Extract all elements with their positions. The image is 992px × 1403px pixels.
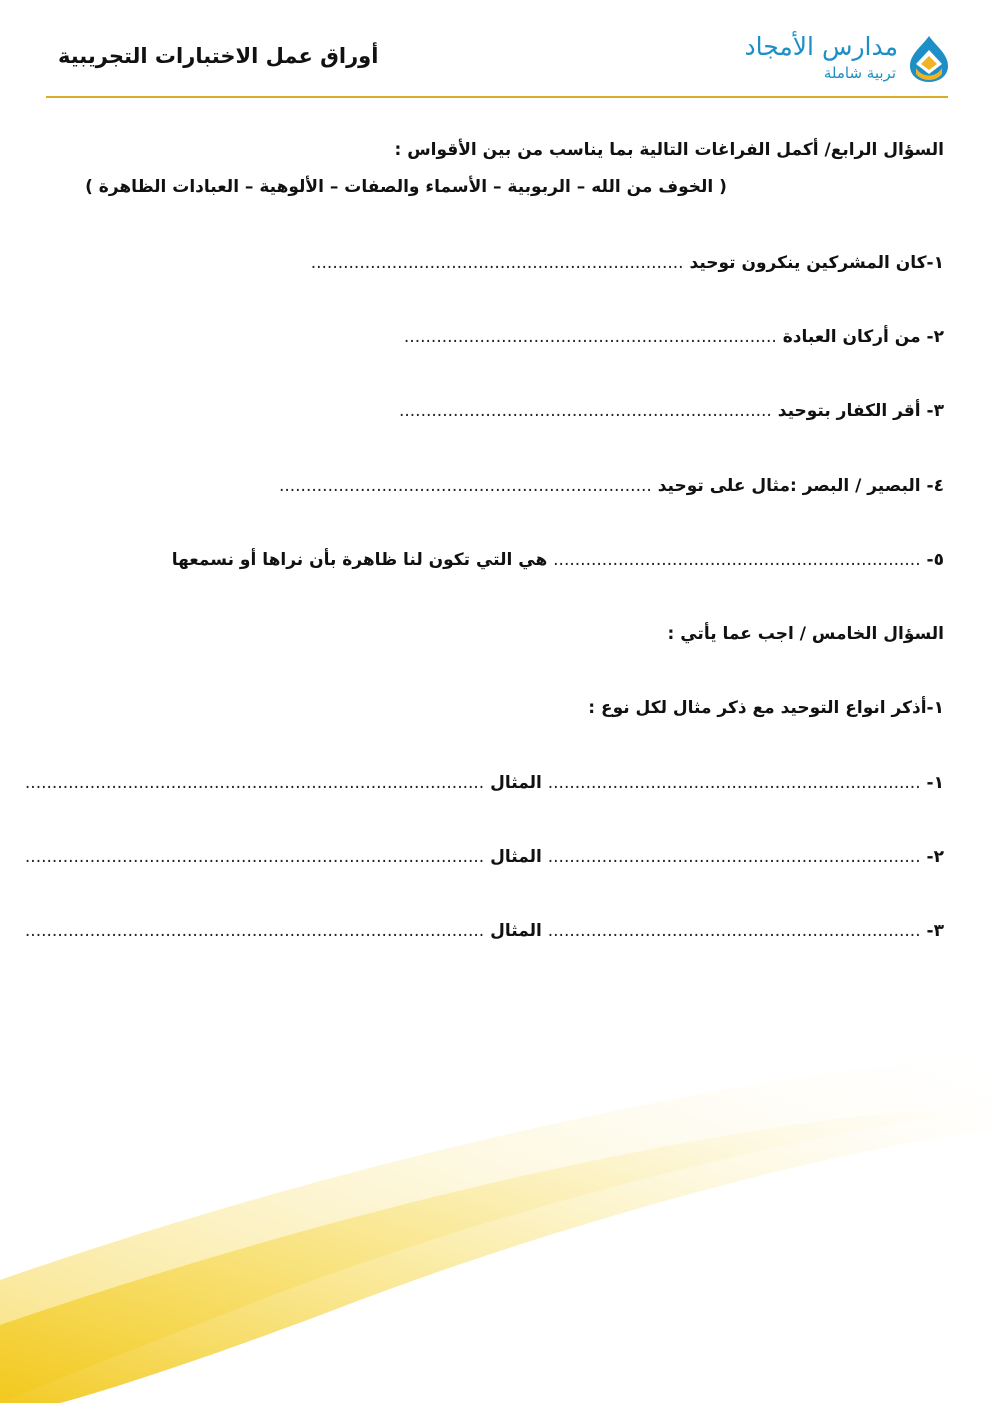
question-4-title: السؤال الرابع/ أكمل الفراغات التالية بما يناسب من بين الأقواس : [394,140,944,160]
type-blank[interactable]: ..................................................................... [547,921,921,941]
answer-blank[interactable]: .................................................................... [553,550,921,570]
type-blank[interactable]: ..................................................................... [547,773,921,793]
row-number: ١- [926,773,944,793]
question-5-sub-1: ١-أذكر انواع التوحيد مع ذكر مثال لكل نوع : [588,698,944,718]
row-number: ٣- [926,921,944,941]
item-text: ٣- أقر الكفار بتوحيد [777,401,944,421]
question-4-item-3 [399,401,944,421]
example-blank[interactable]: ..................................................................................... [24,847,485,867]
example-label: المثال [490,773,542,793]
answer-blank[interactable]: ..................................................................... [403,327,777,347]
header-divider [46,96,948,98]
item-text: ٢- من أركان العبادة [782,327,944,347]
page-title: أوراق عمل الاختبارات التجريبية [58,44,379,68]
item-number: ٥- [926,550,944,570]
question-4-item-4 [279,476,944,496]
answer-blank[interactable]: ..................................................................... [278,476,652,496]
item-text: ١-كان المشركين ينكرون توحيد [689,253,944,273]
example-label: المثال [490,847,542,867]
type-blank[interactable]: ..................................................................... [547,847,921,867]
type-example-row-1 [25,773,944,793]
example-blank[interactable]: ..................................................................................... [24,773,485,793]
type-example-row-3 [25,921,944,941]
logo-name: مدارس الأمجاد [744,32,898,61]
row-number: ٢- [926,847,944,867]
example-label: المثال [490,921,542,941]
decorative-swoosh [0,1050,992,1403]
item-text: ٤- البصير / البصر :مثال على توحيد [657,476,944,496]
question-4-choices: ( الخوف من الله – الربوبية – الأسماء والصفات – الألوهية – العبادات الظاهرة ) [85,177,727,197]
question-4-item-2 [404,327,944,347]
question-4-item-1 [311,253,944,273]
answer-blank[interactable]: ..................................................................... [398,401,772,421]
item-text: هي التي تكون لنا ظاهرة بأن نراها أو نسمعها [171,550,548,570]
question-5-title: السؤال الخامس / اجب عما يأتي : [667,624,944,644]
example-blank[interactable]: ..................................................................................... [24,921,485,941]
answer-blank[interactable]: ..................................................................... [310,253,684,273]
question-4-item-5 [172,550,944,570]
school-logo-icon [906,34,952,84]
type-example-row-2 [25,847,944,867]
logo-tagline: تربية شاملة [823,64,896,82]
school-logo [722,28,952,88]
